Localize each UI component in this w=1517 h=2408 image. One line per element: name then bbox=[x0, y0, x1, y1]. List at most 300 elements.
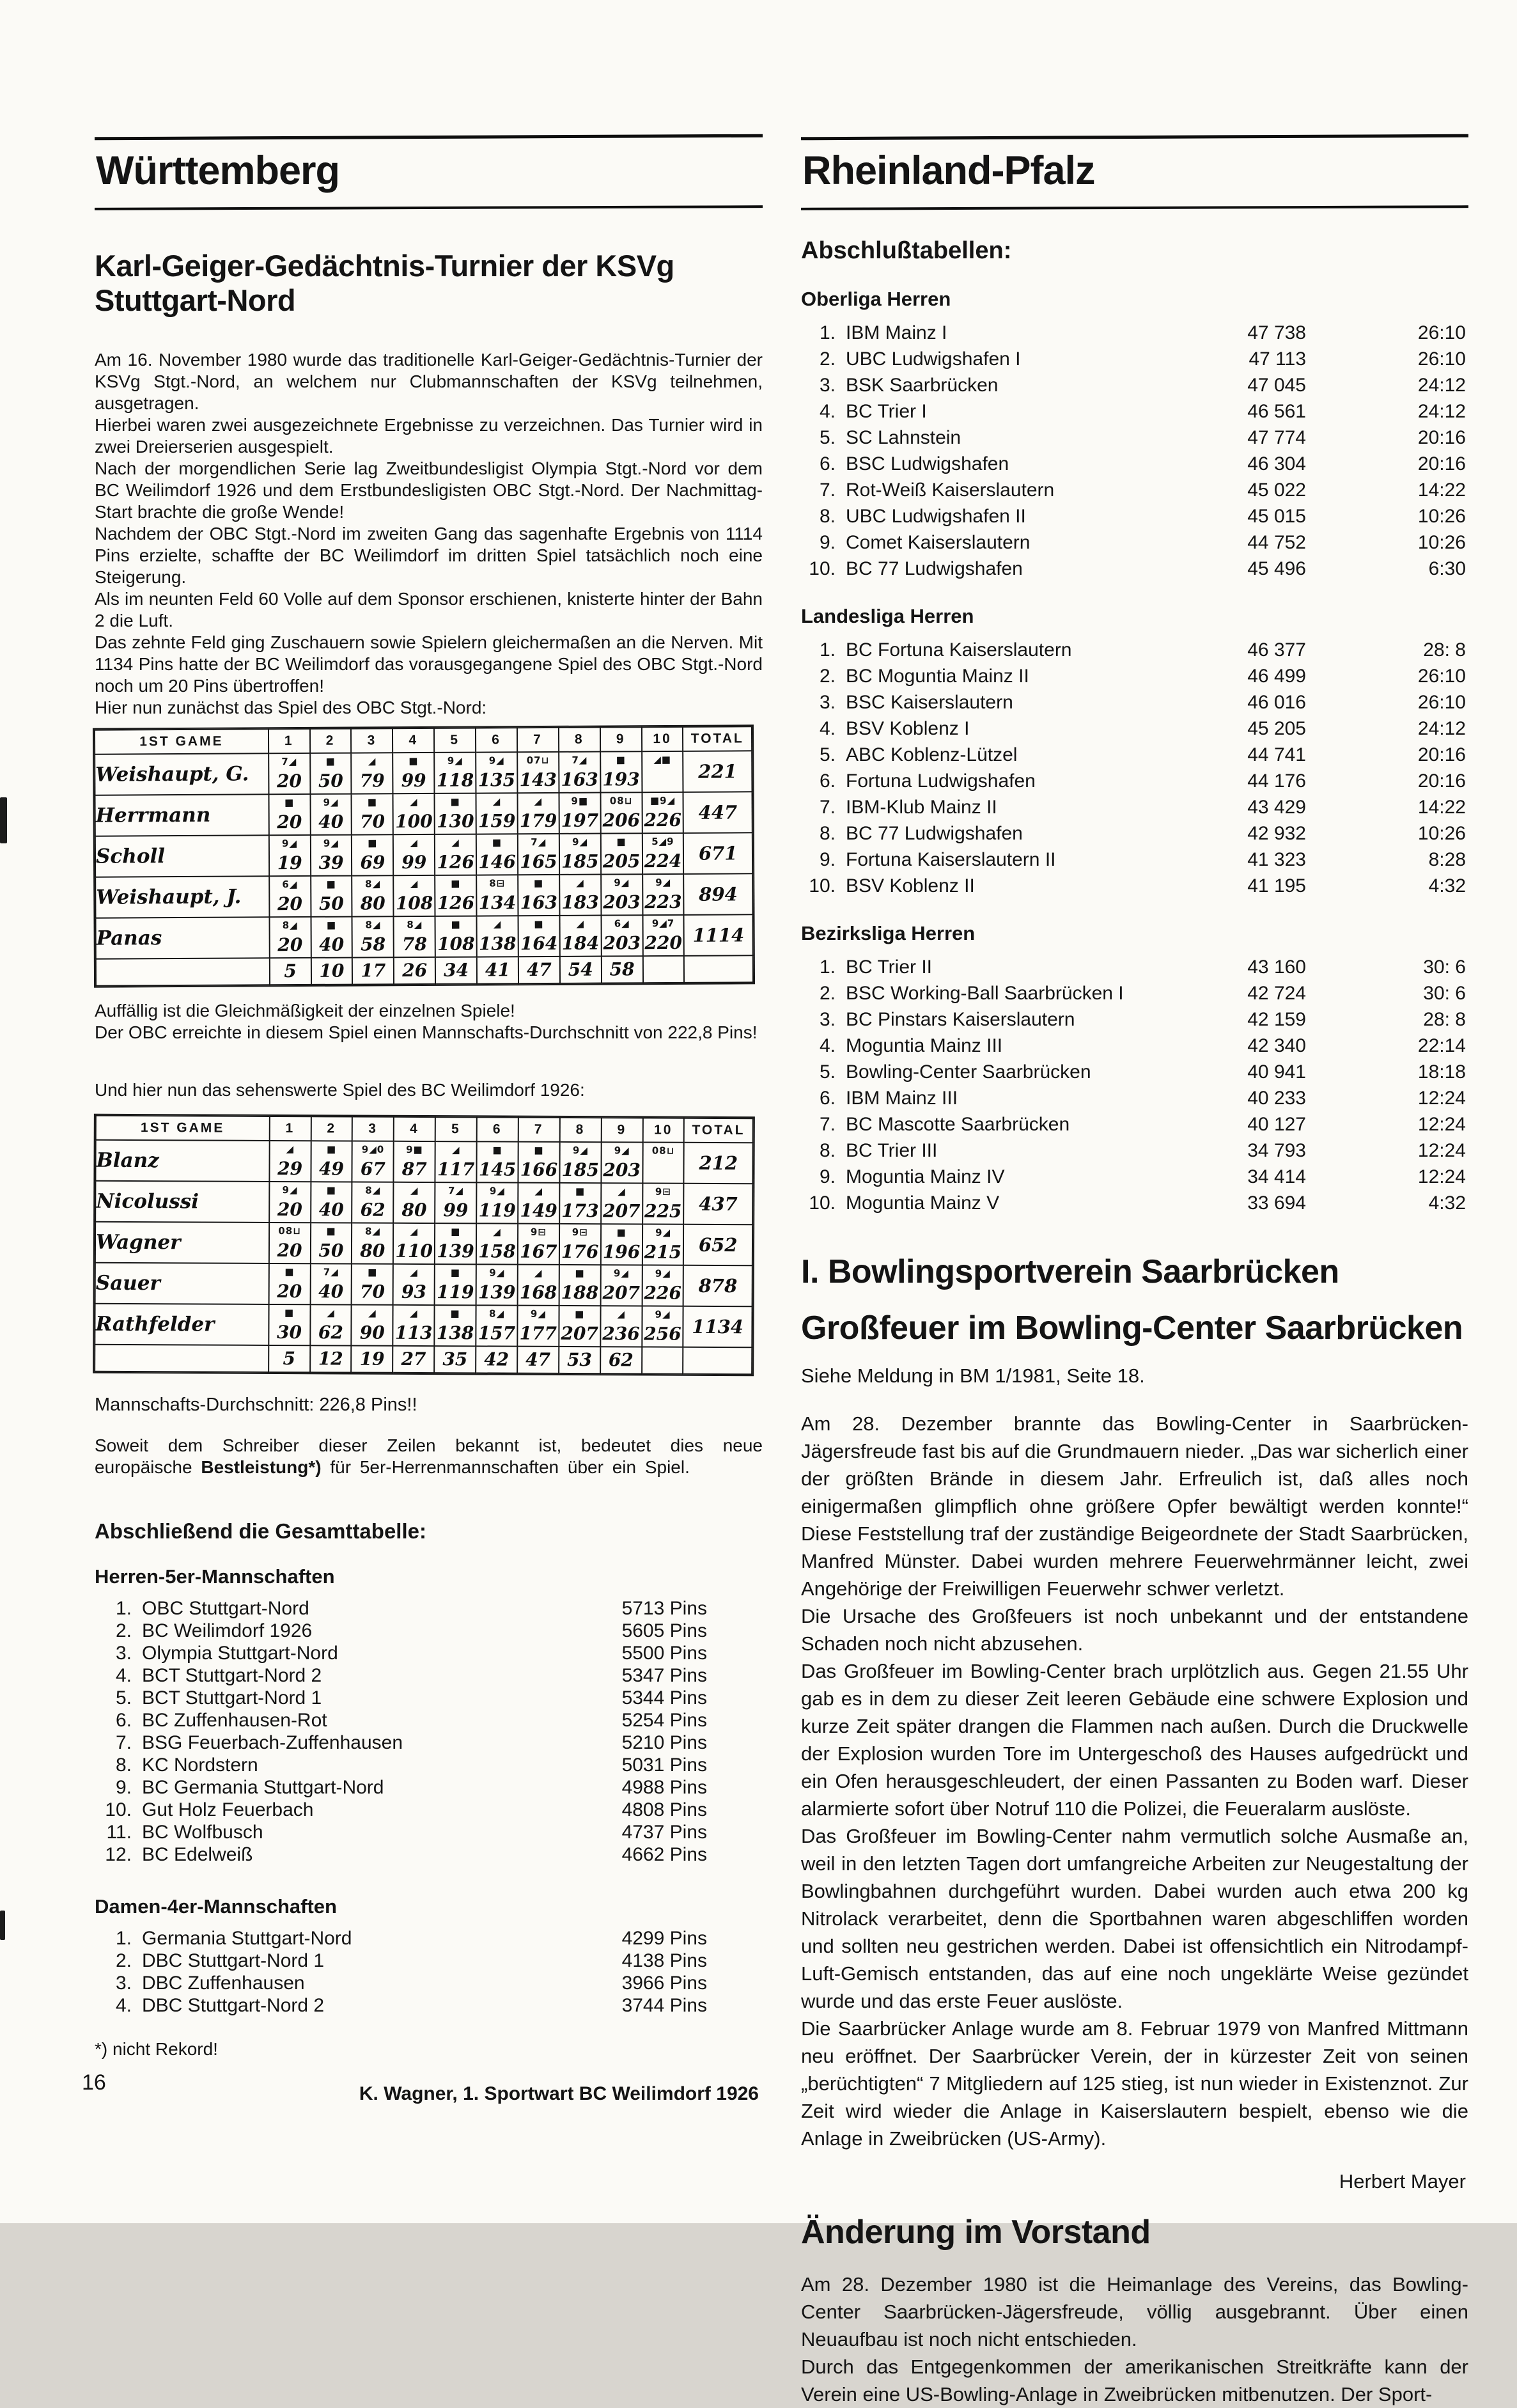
total-pins: 46 016 bbox=[1247, 692, 1306, 713]
frame-cumulative: 126 bbox=[437, 851, 474, 873]
frame-marks: ■ bbox=[326, 1225, 336, 1237]
fire-author-signature: Herbert Mayer bbox=[1339, 2170, 1466, 2193]
frame-cell bbox=[559, 1142, 601, 1183]
rank: 3. bbox=[819, 375, 836, 396]
page-number: 16 bbox=[82, 2070, 106, 2095]
frame-cumulative: 19 bbox=[277, 852, 302, 874]
total-pins: 47 738 bbox=[1247, 322, 1306, 343]
frame-cell bbox=[477, 916, 518, 957]
paragraph: Als im neunten Feld 60 Volle auf dem Sponsor erschienen, knisterte hinter der Bahn 2 die Luft. bbox=[95, 589, 763, 631]
frame-cell bbox=[559, 834, 601, 875]
frame-cell bbox=[559, 1183, 601, 1224]
scorecard-header-cell: 1ST GAME bbox=[95, 729, 268, 754]
frame-cumulative: 177 bbox=[519, 1322, 557, 1345]
frame-marks: ■ bbox=[367, 796, 378, 808]
frame-cell bbox=[435, 875, 476, 916]
frame-cumulative: 62 bbox=[318, 1322, 343, 1343]
frame-cell bbox=[642, 1143, 684, 1184]
pins-value: 4299 Pins bbox=[621, 1928, 707, 1950]
frame-cumulative: 146 bbox=[478, 851, 516, 873]
scorecard-header-cell: 3 bbox=[352, 1117, 394, 1141]
match-points: 20:16 bbox=[1417, 770, 1466, 792]
frame-cell bbox=[268, 753, 310, 794]
frame-cumulative: 203 bbox=[603, 891, 641, 913]
scorecard-header-cell: 7 bbox=[518, 1118, 560, 1142]
frame-cell bbox=[352, 1223, 393, 1264]
match-points: 28: 8 bbox=[1423, 639, 1466, 661]
counter-cell bbox=[270, 958, 311, 985]
total-pins: 33 694 bbox=[1247, 1192, 1306, 1214]
frame-marks: ■ bbox=[534, 918, 544, 930]
frame-cell bbox=[518, 1224, 559, 1265]
frame-cell bbox=[642, 833, 683, 874]
standings-row bbox=[801, 1164, 1466, 1190]
frame-marks: ◢ bbox=[327, 1307, 335, 1319]
team-name: Moguntia Mainz IV bbox=[846, 1166, 1005, 1187]
frame-marks: ■ bbox=[616, 836, 626, 848]
counter-cell bbox=[434, 1346, 476, 1373]
frame-marks: ◢ bbox=[451, 1144, 460, 1156]
counter-value: 35 bbox=[442, 1349, 468, 1370]
paragraph: Nach der morgendlichen Serie lag Zweitbundesligist Olympia Stgt.-Nord vor dem BC Weilimdorf 1926 und dem Erstbundesligisten OBC Stgt.-Nord. Der Nachmittag-Start brachte die große Wende! bbox=[95, 458, 763, 522]
pins-value: 5605 Pins bbox=[621, 1620, 707, 1642]
frame-cell bbox=[476, 1265, 518, 1306]
frame-cell bbox=[394, 1141, 435, 1182]
frame-marks: ◢ bbox=[534, 795, 543, 808]
frame-cell bbox=[393, 1182, 435, 1223]
frame-cumulative: 20 bbox=[277, 1240, 302, 1262]
rank: 4. bbox=[819, 718, 836, 739]
frame-marks: 9◢ bbox=[613, 1267, 629, 1279]
match-points: 30: 6 bbox=[1423, 957, 1466, 978]
frame-marks: ■ bbox=[533, 877, 544, 889]
frame-marks: ◢ bbox=[576, 877, 584, 889]
rank: 4. bbox=[819, 401, 836, 422]
rank: 2. bbox=[819, 983, 836, 1004]
total-pins: 45 205 bbox=[1247, 718, 1306, 739]
total-pins: 47 113 bbox=[1249, 348, 1306, 370]
total-pins: 47 774 bbox=[1247, 427, 1306, 448]
frame-marks: 7◢ bbox=[281, 756, 297, 768]
paragraph: Die Ursache des Großfeuers ist noch unbekannt und der entstandene Schaden noch nicht abzusehen. bbox=[801, 1605, 1468, 1655]
counter-cell bbox=[310, 1345, 352, 1372]
frame-cell bbox=[601, 915, 642, 956]
frame-cumulative: 20 bbox=[277, 893, 303, 915]
frame-cumulative: 20 bbox=[276, 770, 302, 792]
damen-heading: Damen-4er-Mannschaften bbox=[95, 1895, 337, 1918]
frame-cell bbox=[268, 1263, 310, 1304]
frame-cumulative: 117 bbox=[437, 1159, 475, 1180]
total-pins: 42 340 bbox=[1247, 1035, 1306, 1056]
rank: 3. bbox=[115, 1973, 132, 1994]
frame-marks: 9◢7 bbox=[651, 918, 675, 930]
frame-marks: ◢ bbox=[410, 1226, 419, 1238]
frame-cumulative: 158 bbox=[478, 1240, 516, 1262]
team-name: Rot-Weiß Kaiserslautern bbox=[846, 480, 1055, 501]
frame-cell bbox=[352, 875, 394, 916]
frame-marks: 9◢ bbox=[488, 754, 504, 767]
standings-row bbox=[801, 820, 1466, 847]
frame-cumulative: 203 bbox=[603, 1159, 641, 1181]
frame-cumulative: 215 bbox=[644, 1241, 682, 1263]
rank: 5. bbox=[819, 744, 836, 765]
frame-cumulative: 196 bbox=[602, 1241, 641, 1263]
rank: 10. bbox=[105, 1799, 132, 1821]
frame-marks: ◢ bbox=[534, 1185, 543, 1197]
standings-row bbox=[801, 637, 1466, 663]
rank: 5. bbox=[819, 1061, 836, 1083]
frame-cell bbox=[642, 1306, 683, 1347]
frame-marks: ■ bbox=[326, 878, 336, 890]
frame-marks: ◢ bbox=[410, 1267, 418, 1279]
frame-cumulative: 207 bbox=[561, 1323, 598, 1345]
running-total: 447 bbox=[683, 792, 752, 833]
frame-marks: ■ bbox=[450, 1267, 461, 1279]
team-name: IBM Mainz III bbox=[846, 1088, 958, 1109]
scorecard-header-cell: 3 bbox=[351, 728, 393, 753]
frame-cumulative: 183 bbox=[561, 891, 599, 914]
scorecard-header-cell: TOTAL bbox=[683, 726, 752, 751]
standings-row bbox=[95, 1597, 707, 1620]
rank: 4. bbox=[115, 1665, 132, 1687]
scorecard-header-cell: 2 bbox=[310, 729, 352, 753]
team-name: BSV Koblenz II bbox=[846, 875, 975, 896]
rank: 4. bbox=[115, 1995, 132, 2017]
frame-marks: ◢ bbox=[410, 837, 418, 849]
final-table-heading: Abschließend die Gesamttabelle: bbox=[95, 1519, 426, 1544]
total-pins: 34 793 bbox=[1247, 1140, 1306, 1161]
league-standings bbox=[801, 954, 1466, 1216]
frame-cumulative: 20 bbox=[277, 1199, 302, 1221]
counter-cell bbox=[477, 957, 518, 983]
running-total: 671 bbox=[683, 833, 752, 874]
frame-marks: ■ bbox=[451, 1226, 461, 1238]
pins-value: 5347 Pins bbox=[621, 1665, 707, 1687]
frame-cumulative: 113 bbox=[394, 1322, 433, 1344]
player-name: Rathfelder bbox=[95, 1304, 268, 1345]
standings-row bbox=[801, 425, 1466, 451]
frame-marks: 8◢ bbox=[407, 919, 423, 931]
frame-cell bbox=[352, 753, 393, 794]
rank: 9. bbox=[115, 1777, 132, 1799]
standings-row bbox=[95, 1799, 707, 1821]
frame-cumulative: 39 bbox=[318, 852, 344, 874]
player-row bbox=[95, 1181, 752, 1224]
frame-cumulative: 99 bbox=[401, 852, 427, 873]
frame-cumulative: 79 bbox=[359, 770, 385, 792]
counter-value: 34 bbox=[443, 959, 469, 981]
counter-value: 27 bbox=[401, 1349, 426, 1370]
counter-cell bbox=[559, 1347, 600, 1373]
region-title-wuerttemberg: Württemberg bbox=[96, 148, 339, 193]
empty-cell bbox=[96, 958, 270, 985]
league-heading: Landesliga Herren bbox=[801, 605, 974, 627]
frame-cumulative: 135 bbox=[478, 769, 516, 791]
frame-marks: 08⊔ bbox=[278, 1225, 302, 1237]
frame-marks: ■ bbox=[368, 1266, 378, 1278]
match-points: 22:14 bbox=[1417, 1035, 1466, 1056]
player-name: Wagner bbox=[95, 1222, 269, 1263]
frame-marks: ■ bbox=[284, 1266, 295, 1278]
rank: 6. bbox=[819, 770, 836, 792]
frame-cumulative: 80 bbox=[360, 1240, 385, 1262]
frame-cell bbox=[393, 753, 434, 794]
frame-cumulative: 90 bbox=[359, 1322, 385, 1343]
team-name: UBC Ludwigshafen II bbox=[846, 506, 1026, 527]
frame-cell bbox=[435, 1223, 476, 1264]
player-name: Sauer bbox=[95, 1263, 269, 1304]
frame-cumulative: 203 bbox=[603, 932, 641, 954]
frame-cumulative: 197 bbox=[561, 809, 599, 832]
match-points: 26:10 bbox=[1417, 348, 1466, 370]
author-signature: K. Wagner, 1. Sportwart BC Weilimdorf 1926 bbox=[359, 2083, 759, 2105]
damen-standings bbox=[95, 1927, 707, 2017]
rank: 8. bbox=[819, 506, 836, 527]
frame-cell bbox=[518, 1265, 559, 1306]
player-row bbox=[95, 1304, 752, 1347]
frame-cell bbox=[601, 833, 642, 874]
match-points: 18:18 bbox=[1417, 1061, 1466, 1083]
running-total: 878 bbox=[683, 1265, 752, 1306]
standings-row bbox=[801, 556, 1466, 582]
frame-cumulative: 173 bbox=[561, 1200, 599, 1222]
match-points: 8:28 bbox=[1428, 849, 1466, 870]
frame-cell bbox=[642, 874, 684, 915]
frame-cell bbox=[434, 753, 476, 794]
frame-cumulative: 206 bbox=[602, 809, 641, 831]
frame-cell bbox=[476, 752, 517, 793]
frame-cumulative: 118 bbox=[436, 769, 474, 792]
frame-cumulative: 193 bbox=[602, 769, 640, 790]
player-name: Blanz bbox=[95, 1140, 269, 1182]
frame-cell bbox=[518, 916, 559, 957]
frame-cumulative: 119 bbox=[436, 1281, 474, 1303]
player-name: Weishaupt, J. bbox=[95, 876, 269, 918]
change-article-body bbox=[801, 2271, 1468, 2408]
frame-cumulative: 145 bbox=[478, 1159, 517, 1180]
frame-marks: ■ bbox=[326, 1184, 337, 1196]
scorecard-header-cell: 4 bbox=[394, 1117, 435, 1141]
standings-row bbox=[801, 451, 1466, 477]
counter-cell bbox=[311, 958, 352, 985]
match-points: 24:12 bbox=[1417, 375, 1466, 396]
pins-value: 4808 Pins bbox=[621, 1799, 707, 1821]
frame-marks: 9◢ bbox=[282, 1184, 298, 1196]
league-standings bbox=[801, 320, 1466, 582]
frame-cell bbox=[310, 1263, 352, 1304]
rank: 11. bbox=[106, 1822, 132, 1843]
match-points: 12:24 bbox=[1417, 1114, 1466, 1135]
frame-marks: ◢ bbox=[492, 795, 501, 808]
frame-cumulative: 139 bbox=[478, 1281, 516, 1303]
standings-row bbox=[801, 346, 1466, 372]
frame-marks: 9◢ bbox=[323, 796, 339, 808]
bowling-scorecard bbox=[94, 1115, 754, 1375]
standings-row bbox=[801, 1190, 1466, 1216]
counter-value: 26 bbox=[402, 960, 428, 981]
frame-cumulative: 119 bbox=[478, 1200, 517, 1221]
team-name: KC Nordstern bbox=[142, 1755, 258, 1776]
frame-cell bbox=[352, 1264, 393, 1305]
rank: 9. bbox=[819, 849, 836, 870]
frame-marks: ■ bbox=[450, 1308, 460, 1320]
team-name: Moguntia Mainz III bbox=[846, 1035, 1003, 1056]
total-pins: 46 499 bbox=[1247, 666, 1306, 687]
scorecard-header-cell: 8 bbox=[559, 728, 600, 752]
change-heading: Änderung im Vorstand bbox=[801, 2214, 1151, 2251]
scorecard-header-row bbox=[95, 726, 752, 754]
frame-cumulative: 226 bbox=[644, 1282, 681, 1304]
rank: 8. bbox=[819, 823, 836, 844]
paragraph: Das Großfeuer im Bowling-Center brach urplötzlich aus. Gegen 21.55 Uhr gab es in dem zu dieser Zeit leeren Gebäude eine schwere Explosion und kurze Zeit später drangen die Flammen nach außen. Durch die Druckwelle der Explosion wurden Tore im Untergeschoß des Hauses aufgedrückt und ein Ofen herausgeschleudert, der einen Passanten zu Boden warf. Dieser alarmierte sofort über Notruf 110 die Polizei, die Feueralarm auslöste. bbox=[801, 1660, 1468, 1820]
frame-marks: ◢ bbox=[410, 878, 419, 890]
frame-cell bbox=[476, 1306, 517, 1347]
counter-value: 42 bbox=[484, 1349, 510, 1370]
total-pins: 40 941 bbox=[1247, 1061, 1306, 1083]
scorecard-header-cell: 9 bbox=[600, 727, 642, 751]
scorecard-header-cell: 2 bbox=[311, 1116, 352, 1141]
frame-cell bbox=[268, 1304, 310, 1345]
frame-cumulative: 184 bbox=[561, 932, 600, 955]
frame-cumulative: 110 bbox=[395, 1240, 433, 1262]
frame-cell bbox=[352, 834, 393, 875]
frame-cumulative: 225 bbox=[644, 1200, 682, 1222]
frame-cumulative: 143 bbox=[519, 769, 557, 791]
player-row bbox=[95, 833, 752, 877]
frame-cell bbox=[518, 875, 559, 916]
frame-cell bbox=[311, 876, 352, 917]
team-average: Mannschafts-Durchschnitt: 226,8 Pins!! bbox=[95, 1395, 417, 1416]
frame-cell bbox=[559, 1306, 600, 1347]
player-name: Nicolussi bbox=[95, 1181, 269, 1223]
club-heading: I. Bowlingsportverein Saarbrücken bbox=[801, 1253, 1339, 1290]
paragraph: Hier nun zunächst das Spiel des OBC Stgt.-Nord: bbox=[95, 698, 487, 718]
frame-marks: 9◢ bbox=[655, 877, 671, 889]
pins-value: 4988 Pins bbox=[621, 1777, 707, 1799]
total-pins: 40 233 bbox=[1247, 1088, 1306, 1109]
frame-marks: 9◢ bbox=[489, 1267, 505, 1279]
total-pins: 47 045 bbox=[1247, 375, 1306, 396]
team-name: BC Trier II bbox=[846, 957, 933, 978]
frame-marks: ◢ bbox=[368, 1307, 377, 1319]
frame-cumulative: 40 bbox=[319, 934, 345, 956]
team-name: BC Wolfbusch bbox=[142, 1822, 263, 1843]
total-pins: 46 304 bbox=[1247, 453, 1306, 474]
scorecard-header-cell: 6 bbox=[477, 1118, 518, 1142]
scorecard-header-cell: 7 bbox=[517, 728, 559, 752]
match-points: 10:26 bbox=[1417, 823, 1466, 844]
paragraph: Auffällig ist die Gleichmäßigkeit der einzelnen Spiele! bbox=[95, 1001, 515, 1021]
rank: 12. bbox=[105, 1844, 132, 1866]
frame-cumulative: 164 bbox=[520, 933, 558, 955]
frame-cell bbox=[559, 752, 600, 793]
counter-cell bbox=[560, 957, 602, 983]
frame-cell bbox=[601, 1224, 642, 1265]
frame-cell bbox=[269, 1141, 311, 1182]
frame-cumulative: 70 bbox=[359, 1281, 385, 1302]
frame-marks: ◢ bbox=[617, 1308, 625, 1320]
standings-row bbox=[95, 1709, 707, 1732]
standings-row bbox=[801, 873, 1466, 899]
weilimdorf-intro: Und hier nun das sehenswerte Spiel des BC Weilimdorf 1926: bbox=[95, 1080, 585, 1100]
frame-cell bbox=[269, 1182, 311, 1223]
team-name: Fortuna Ludwigshafen bbox=[846, 770, 1036, 792]
frame-marks: 08⊔ bbox=[651, 1145, 675, 1157]
team-name: SC Lahnstein bbox=[846, 427, 961, 448]
frame-cell bbox=[394, 916, 435, 957]
frame-cumulative: 78 bbox=[401, 934, 428, 955]
counter-row bbox=[96, 955, 753, 985]
team-name: Germania Stuttgart-Nord bbox=[142, 1928, 352, 1950]
frame-cumulative bbox=[643, 1159, 683, 1183]
match-points: 26:10 bbox=[1417, 322, 1466, 343]
frame-marks: ■ bbox=[451, 877, 461, 889]
standings-row bbox=[801, 663, 1466, 689]
frame-marks: ■ bbox=[616, 1226, 626, 1239]
frame-cell bbox=[310, 1304, 352, 1345]
frame-cumulative: 20 bbox=[277, 934, 303, 956]
frame-cumulative: 138 bbox=[478, 933, 517, 955]
team-name: BSC Ludwigshafen bbox=[846, 453, 1009, 474]
standings-row bbox=[801, 372, 1466, 398]
standings-row bbox=[801, 1033, 1466, 1059]
frame-marks: ■9◢ bbox=[650, 795, 676, 807]
team-name: BC Fortuna Kaiserslautern bbox=[846, 639, 1072, 661]
frame-marks: ■ bbox=[575, 1185, 586, 1198]
running-total: 1134 bbox=[683, 1306, 752, 1347]
match-points: 12:24 bbox=[1417, 1088, 1466, 1109]
frame-cumulative: 149 bbox=[520, 1200, 557, 1222]
frame-cell bbox=[601, 1183, 642, 1224]
pins-value: 5254 Pins bbox=[621, 1710, 707, 1732]
frame-marks: 9◢ bbox=[655, 1308, 671, 1320]
paragraph: Die Saarbrücker Anlage wurde am 8. Februar 1979 von Manfred Mittmann neu eröffnet. Der Saarbrücker Verein, der in kürzester Zeit von seinen „berüchtigten“ 7 Mitgliedern auf 125 stieg, ist nun wieder in Existenznot. Zur Zeit wird wieder die Anlage in Kaiserslautern bespielt, ebenso wie die Anlage in Zweibrücken (US-Army). bbox=[801, 2017, 1468, 2150]
rank: 10. bbox=[809, 1192, 836, 1214]
rule bbox=[95, 205, 763, 210]
team-name: OBC Stuttgart-Nord bbox=[142, 1598, 309, 1620]
frame-cumulative: 185 bbox=[561, 850, 599, 873]
frame-marks: 08⊔ bbox=[609, 795, 633, 807]
standings-row bbox=[801, 503, 1466, 529]
frame-cumulative bbox=[642, 768, 683, 792]
region-header-rheinland-pfalz bbox=[801, 136, 1468, 209]
team-name: BC Mascotte Saarbrücken bbox=[846, 1114, 1070, 1135]
frame-cumulative: 50 bbox=[318, 893, 344, 915]
team-name: BC 77 Ludwigshafen bbox=[846, 823, 1023, 844]
frame-marks: 9◢ bbox=[572, 836, 588, 848]
counter-value: 47 bbox=[526, 959, 552, 981]
paragraph: Durch das Entgegenkommen der amerikanischen Streitkräfte kann der Verein eine US-Bowling-Anlage in Zweibrücken mitbenutzen. Der Sport- bbox=[801, 2355, 1468, 2405]
standings-row bbox=[95, 1843, 707, 1866]
frame-marks: ■ bbox=[575, 1267, 585, 1279]
pins-value: 5344 Pins bbox=[621, 1687, 707, 1709]
match-points: 10:26 bbox=[1417, 532, 1466, 553]
counter-value: 10 bbox=[319, 960, 345, 982]
total-pins: 42 932 bbox=[1247, 823, 1306, 844]
team-name: IBM-Klub Mainz II bbox=[846, 797, 997, 818]
counter-row bbox=[95, 1345, 752, 1374]
counter-value: 12 bbox=[318, 1348, 343, 1370]
frame-cumulative: 40 bbox=[318, 1281, 344, 1302]
counter-value: 53 bbox=[566, 1349, 593, 1371]
final-tables-heading: Abschlußtabellen: bbox=[801, 237, 1012, 264]
frame-cumulative: 220 bbox=[644, 932, 683, 954]
standings-row bbox=[95, 1776, 707, 1799]
counter-cell bbox=[352, 957, 394, 984]
column-rheinland-pfalz bbox=[801, 136, 1468, 2408]
frame-cell bbox=[393, 1264, 435, 1305]
player-name: Scholl bbox=[95, 835, 269, 877]
